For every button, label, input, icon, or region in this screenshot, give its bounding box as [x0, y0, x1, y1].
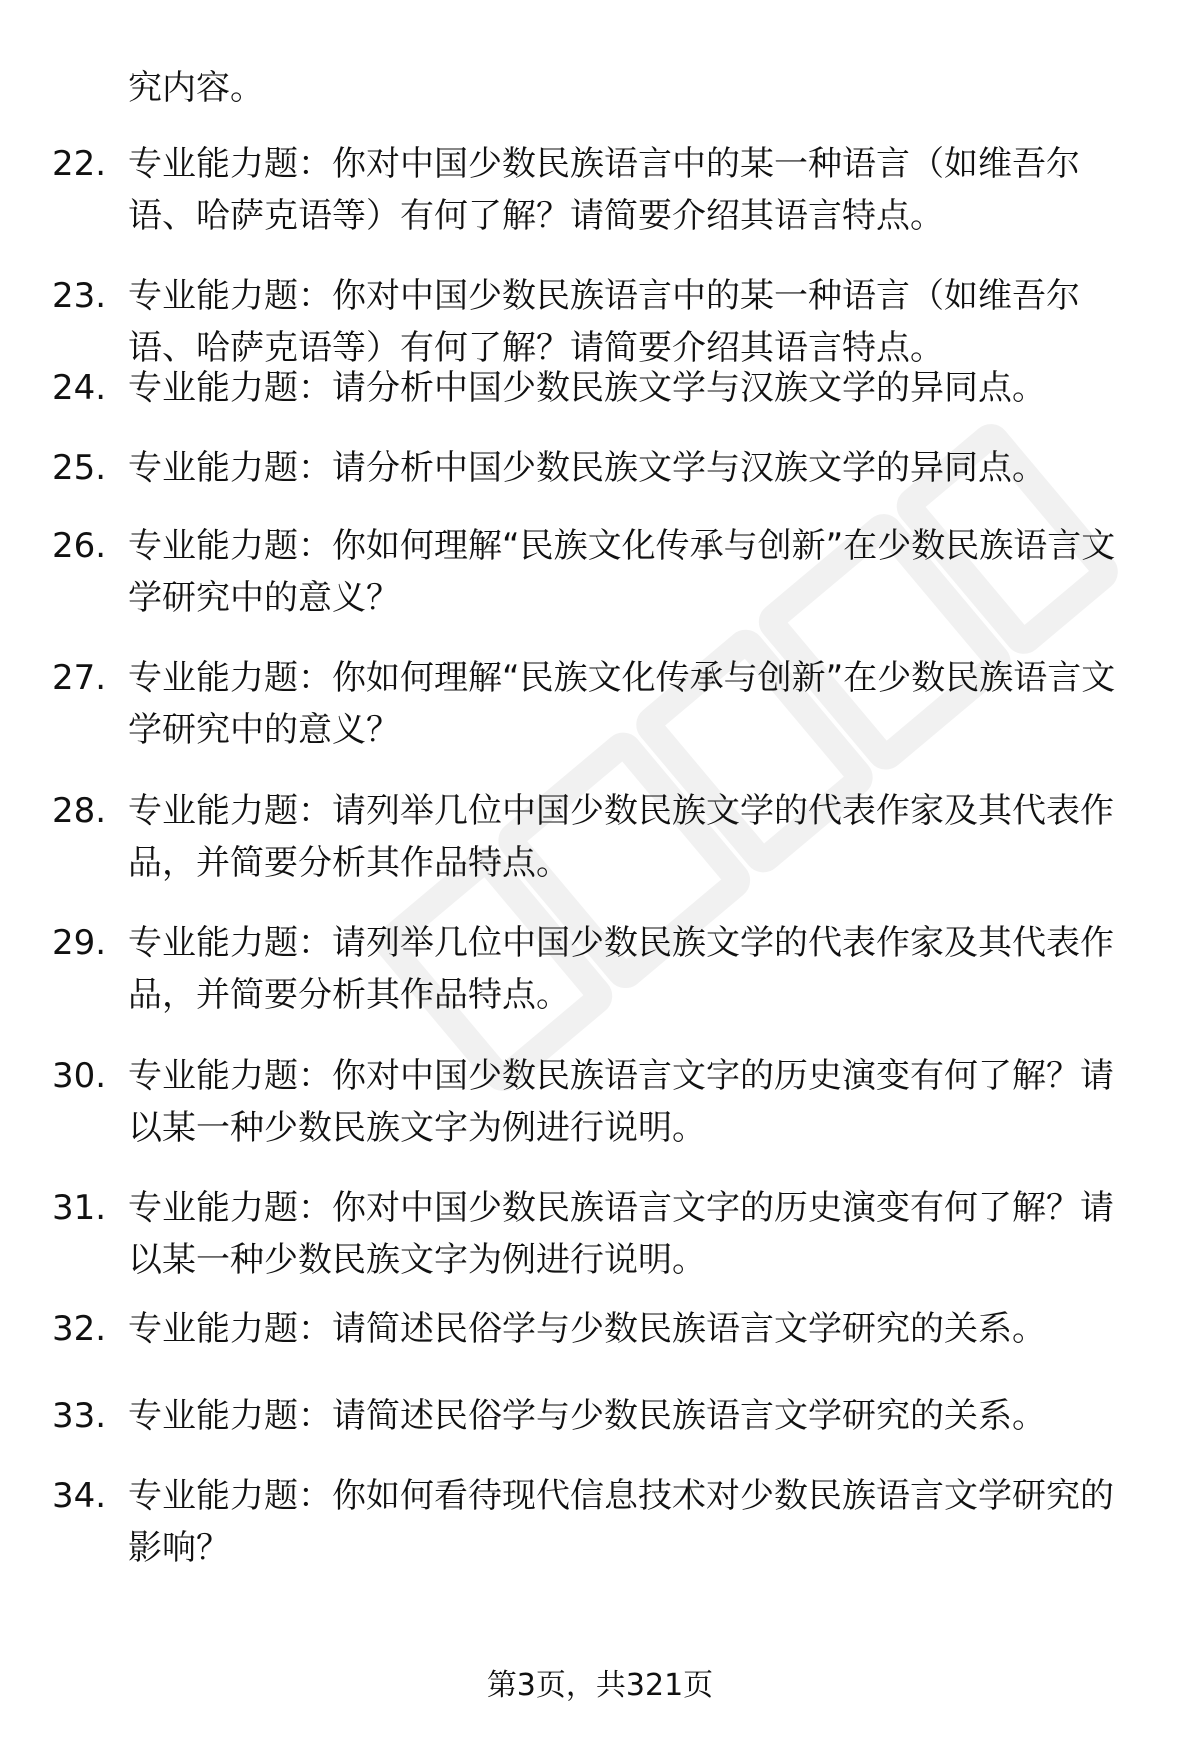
question-number: 28. [52, 791, 107, 831]
question-text: 专业能力题：你对中国少数民族语言中的某一种语言（如维吾尔语、哈萨克语等）有何了解？请简要介绍其语言特点。 [128, 144, 1080, 236]
question-number: 24. [52, 368, 107, 408]
question-text: 专业能力题：请列举几位中国少数民族文学的代表作家及其代表作品，并简要分析其作品特点。 [128, 791, 1114, 883]
question-number: 29. [52, 923, 107, 963]
question-text: 专业能力题：请分析中国少数民族文学与汉族文学的异同点。 [128, 448, 1046, 488]
question-text: 专业能力题：请简述民俗学与少数民族语言文学研究的关系。 [128, 1309, 1046, 1349]
continuation-text: 究内容。 [128, 68, 264, 108]
question-text: 专业能力题：你对中国少数民族语言文字的历史演变有何了解？请以某一种少数民族文字为例进行说明。 [128, 1188, 1114, 1280]
question-text: 专业能力题：你如何理解“民族文化传承与创新”在少数民族语言文学研究中的意义？ [128, 658, 1116, 750]
question-text: 专业能力题：你如何理解“民族文化传承与创新”在少数民族语言文学研究中的意义？ [128, 526, 1116, 618]
question-text: 专业能力题：请列举几位中国少数民族文学的代表作家及其代表作品，并简要分析其作品特点。 [128, 923, 1114, 1015]
question-number: 33. [52, 1396, 107, 1436]
question-number: 31. [52, 1188, 107, 1228]
question-text: 专业能力题：请分析中国少数民族文学与汉族文学的异同点。 [128, 368, 1046, 408]
question-number: 27. [52, 658, 107, 698]
question-text: 专业能力题：你对中国少数民族语言中的某一种语言（如维吾尔语、哈萨克语等）有何了解？请简要介绍其语言特点。 [128, 276, 1080, 368]
page-footer: 第3页，共321页 [486, 1668, 714, 1703]
question-text: 专业能力题：请简述民俗学与少数民族语言文学研究的关系。 [128, 1396, 1046, 1436]
question-number: 32. [52, 1309, 107, 1349]
question-number: 26. [52, 526, 107, 566]
question-text: 专业能力题：你对中国少数民族语言文字的历史演变有何了解？请以某一种少数民族文字为例进行说明。 [128, 1056, 1114, 1148]
question-number: 25. [52, 448, 107, 488]
question-number: 23. [52, 276, 107, 316]
question-text: 专业能力题：你如何看待现代信息技术对少数民族语言文学研究的影响？ [128, 1476, 1114, 1568]
question-number: 34. [52, 1476, 107, 1516]
question-number: 22. [52, 144, 107, 184]
question-number: 30. [52, 1056, 107, 1096]
